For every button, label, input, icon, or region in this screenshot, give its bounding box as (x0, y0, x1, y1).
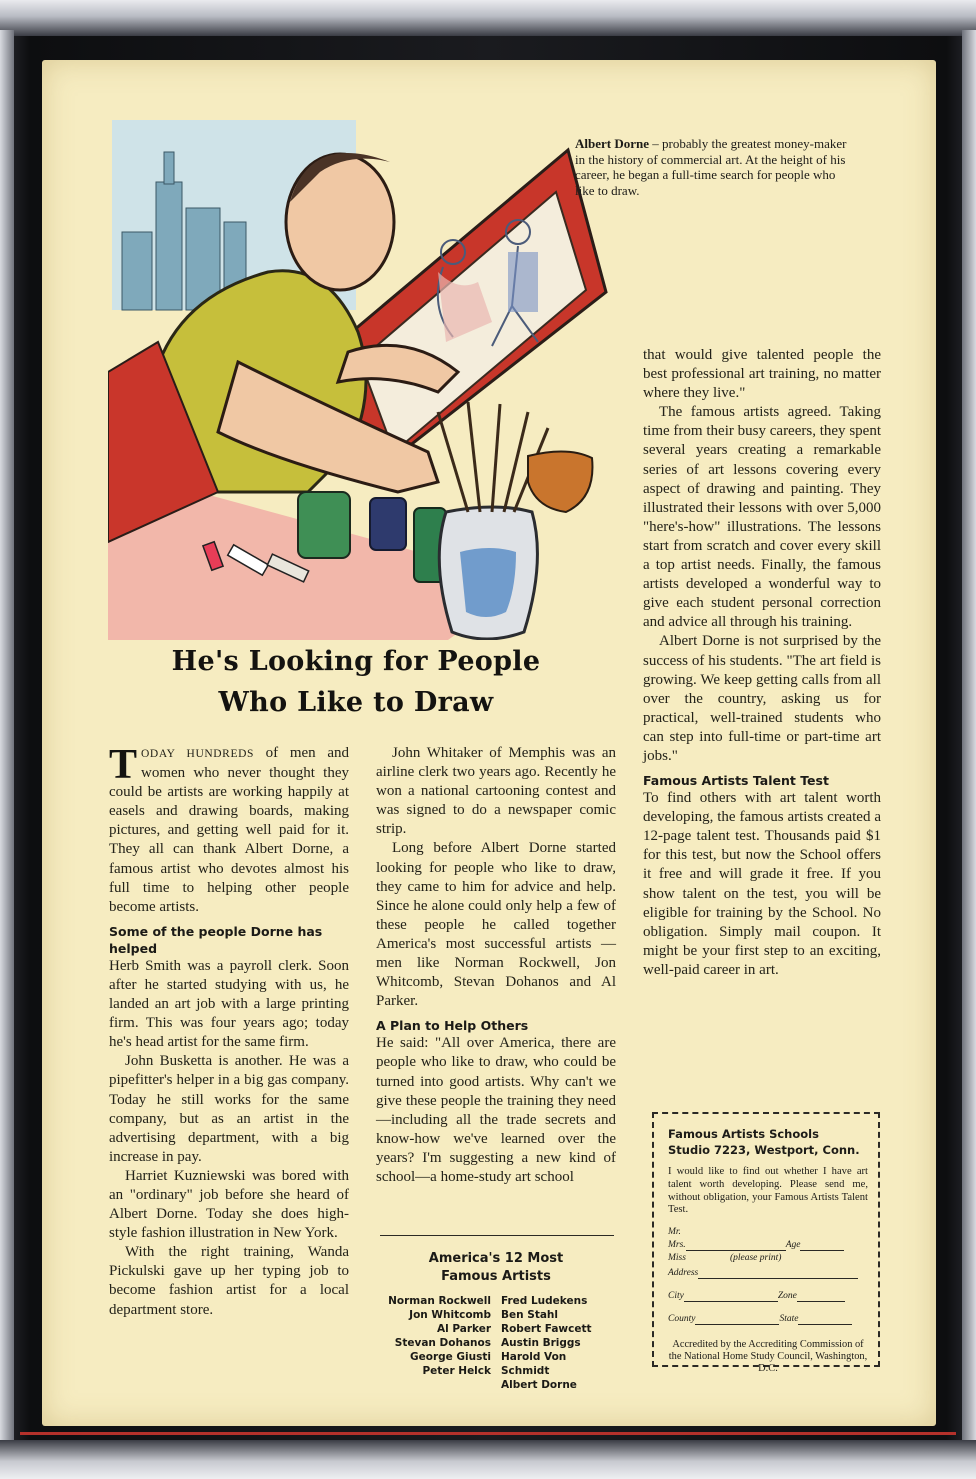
artist-name: Albert Dorne (501, 1379, 577, 1391)
field-label: County (668, 1314, 696, 1325)
coupon-field-mrs-age[interactable] (668, 1240, 868, 1251)
artist-name: Fred Ludekens (501, 1295, 588, 1307)
subhead: Some of the people Dorne has helped (109, 923, 323, 956)
artist-name: Jon Whitcomb (409, 1309, 491, 1321)
case-right-rail (962, 30, 976, 1445)
coupon-field-miss[interactable] (668, 1253, 868, 1264)
coupon-header (668, 1126, 868, 1158)
coupon-field-mr[interactable] (668, 1227, 868, 1238)
article-column-3 (643, 346, 881, 980)
artists-title-line-2: Famous Artists (441, 1269, 551, 1284)
paragraph: Harriet Kuzniewski was bored with an "ordinary" job before she heard of Albert Dorne. Today she does high-style fashion illustration in New York. (109, 1167, 349, 1242)
subhead: Famous Artists Talent Test (643, 773, 829, 789)
subhead: A Plan to Help Others (376, 1018, 529, 1034)
artist-name: Stevan Dohanos (394, 1337, 491, 1349)
artists-right-column (501, 1294, 616, 1392)
paragraph: Herb Smith was a payroll clerk. Soon after he started studying with us, he landed an art job with a large printing firm. This was four years ago; today he's head artist for the same firm. (109, 957, 349, 1051)
famous-artists-list (376, 1250, 616, 1392)
artists-title (376, 1250, 616, 1286)
field-label: Miss (668, 1253, 686, 1264)
paragraph (109, 744, 349, 917)
field-underline (797, 1292, 845, 1302)
case-top-rail (0, 0, 976, 36)
coupon-accreditation: Accredited by the Accrediting Commission of the National Home Study Council, Washington, D.C. (668, 1339, 868, 1375)
case-left-rail (0, 30, 14, 1445)
paragraph: that would give talented people the best professional art training, no matter where they live." (643, 347, 881, 402)
paragraph: With the right training, Wanda Pickulski gave up her typing job to become fashion artist for a local department store. (109, 1244, 349, 1318)
field-label: Mr. (668, 1227, 681, 1238)
mail-coupon[interactable] (652, 1112, 880, 1375)
field-label: Age (785, 1240, 801, 1251)
headline (110, 641, 602, 723)
artist-name: Al Parker (436, 1323, 491, 1335)
coupon-field-address[interactable] (668, 1268, 868, 1279)
field-label: Zone (777, 1291, 797, 1302)
field-label: City (668, 1291, 684, 1302)
coupon-field-county-state[interactable] (668, 1314, 868, 1325)
coupon-field-city-zone[interactable] (668, 1291, 868, 1302)
artist-name: Robert Fawcett (501, 1323, 592, 1335)
paragraph: To find others with art talent worth developing, the famous artists created a 12-page talent test. Thousands paid $1 for this test, but now the School offers it free and will grade it free. If you show talent on the test, you will be eligible for training by the School. No obligation. Simply mail coupon. It might be your first step to an exciting, well-paid career in art. (643, 790, 881, 978)
artist-name: Austin Briggs (501, 1337, 581, 1349)
divider (380, 1235, 614, 1236)
headline-line-1: He's Looking for People (171, 646, 541, 677)
paragraph: Long before Albert Dorne started looking for people who like to draw, they came to him for advice and help. Since he alone could only help a few of these people he called together America's most successful artists —men like Norman Rockwell, Jon Whitcomb, Stevan Dohanos and Al Parker. (376, 840, 616, 1010)
caption-name: Albert Dorne (575, 136, 650, 151)
lead-smallcaps: ODAY HUNDREDS (141, 748, 254, 760)
coupon-header-line-2: Studio 7223, Westport, Conn. (668, 1143, 860, 1157)
artist-name: George Giusti (410, 1351, 491, 1363)
artists-grid (376, 1294, 616, 1392)
paragraph: John Whitaker of Memphis was an airline clerk two years ago. Recently he won a national cartooning contest and was signed to do a newspaper comic strip. (376, 745, 616, 838)
coupon-body: I would like to find out whether I have art talent worth developing. Please send me, without obligation, your Famous Artists Talent Test. (668, 1166, 868, 1216)
artist-name: Norman Rockwell (388, 1295, 491, 1307)
field-label: Mrs. (668, 1240, 686, 1251)
field-label: Address (668, 1268, 699, 1279)
field-underline (698, 1269, 858, 1279)
case-red-stripe (20, 1432, 956, 1435)
field-label: State (779, 1314, 799, 1325)
paragraph: He said: "All over America, there are people who like to draw, who could be turned into good artists. Why can't we give these people the training they need—including all the trade secrets and know-how we've learned over the years? I'm suggesting a new kind of school—a home-study art school (376, 1035, 616, 1185)
article-column-1 (109, 744, 349, 1320)
field-underline (695, 1315, 779, 1325)
field-underline (686, 1241, 786, 1251)
artist-name: Harold Von Schmidt (501, 1351, 567, 1377)
illustration-caption (575, 136, 855, 198)
artist-name: Peter Helck (422, 1365, 491, 1377)
field-underline (798, 1315, 852, 1325)
drop-cap: T (109, 742, 138, 788)
artist-illustration (108, 112, 620, 640)
paragraph: John Busketta is another. He was a pipefitter's helper in a big gas company. Today he still works for the same company, but as an artist in the advertising department, with a big increase in pay. (109, 1053, 349, 1165)
coupon-header-line-1: Famous Artists Schools (668, 1127, 819, 1141)
headline-line-2: Who Like to Draw (218, 687, 494, 718)
paragraph-text: of men and women who never thought they could be artists are working happily at easels and drawing boards, making pictures, and getting well paid for it. They all can thank Albert Dorne, a famous artist who devotes almost his full time to helping other people become artists. (109, 745, 350, 915)
paragraph: The famous artists agreed. Taking time from their busy careers, they spent several years creating a remarkable series of art lessons covering every aspect of drawing and painting. They illustrated their lessons with over 5,000 "here's-how" illustrations. The lessons start from scratch and cover every skill a top artist needs. Finally, the famous artists developed a wonderful way to give each student personal correction and advice all through his training. (643, 404, 881, 631)
paragraph: Albert Dorne is not surprised by the success of his students. "The art field is growing. We keep getting calls from all over the country, asking us for practical, well-trained students who can step into full-time or part-time art jobs." (643, 633, 881, 764)
caption-text: – probably the greatest money-maker in the history of commercial art. At the height of his career, he began a full-time search for people who like to draw. (575, 136, 847, 198)
field-hint: (please print) (729, 1253, 782, 1264)
artists-left-column (376, 1294, 491, 1392)
article-column-2 (376, 744, 616, 1187)
field-underline (800, 1241, 844, 1251)
artists-title-line-1: America's 12 Most (428, 1251, 564, 1266)
artist-name: Ben Stahl (501, 1309, 558, 1321)
field-underline (684, 1292, 778, 1302)
case-bottom-rail (0, 1440, 976, 1479)
